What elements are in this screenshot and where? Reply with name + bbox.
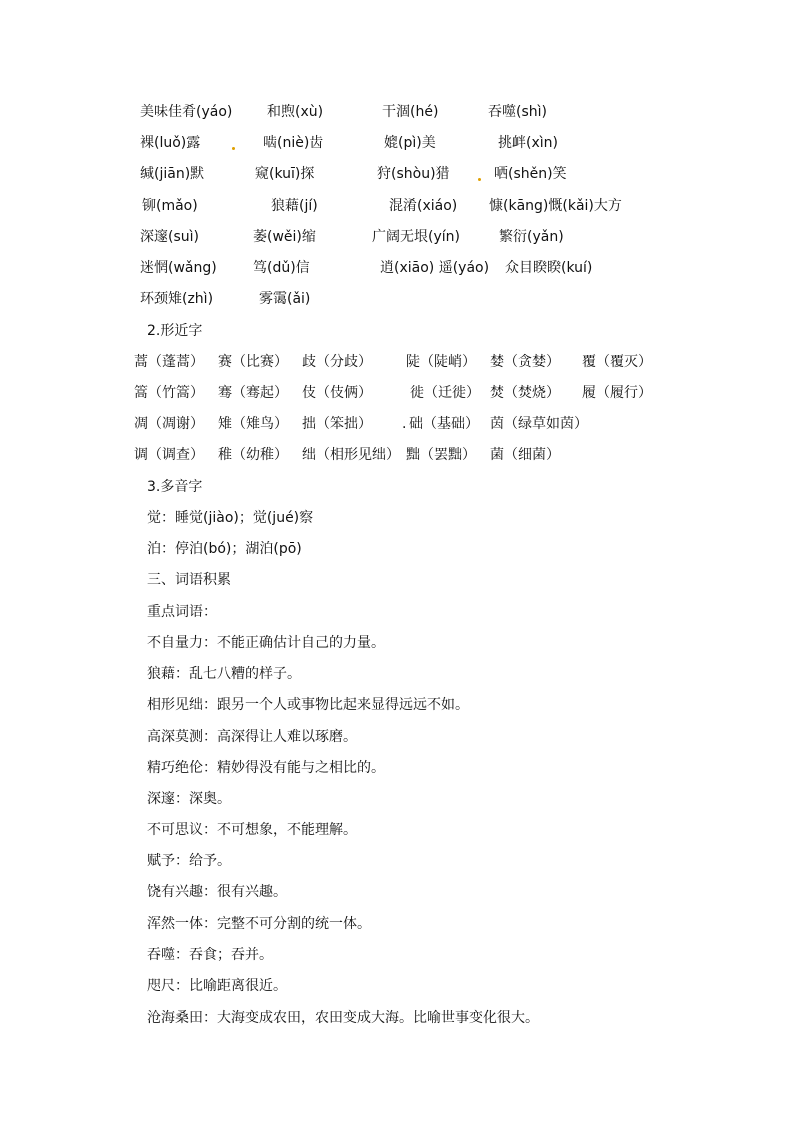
pinyin-item: 笃(dǔ)信	[253, 260, 310, 276]
xingjin-item: 拙（笨拙）	[302, 416, 372, 432]
definition-line: 高深莫测：高深得让人难以琢磨。	[147, 729, 357, 745]
xingjin-item: 徙（迁徙）	[410, 385, 480, 401]
xingjin-item: 赛（比赛）	[218, 354, 288, 370]
xingjin-row	[0, 414, 794, 434]
pinyin-item: 狼藉(jí)	[271, 198, 318, 214]
definition-line: 饶有兴趣：很有兴趣。	[147, 884, 287, 900]
xingjin-item: 黜（罢黜）	[406, 447, 476, 463]
xingjin-bullet: .	[402, 416, 407, 432]
xingjin-item: 础（基础）	[409, 416, 479, 432]
xingjin-item: 稚（幼稚）	[218, 447, 288, 463]
xingjin-item: 调（调查）	[134, 447, 204, 463]
definition-line: 赋予：给予。	[147, 853, 231, 869]
pinyin-row	[0, 133, 794, 153]
definition-line: 沧海桑田：大海变成农田，农田变成大海。比喻世事变化很大。	[147, 1010, 539, 1026]
pinyin-row	[0, 102, 794, 122]
xingjin-row	[0, 352, 794, 372]
pinyin-row	[0, 289, 794, 309]
xingjin-item: 凋（凋谢）	[134, 416, 204, 432]
pinyin-item: 深邃(suì)	[140, 229, 199, 245]
zhongdian-label: 重点词语：	[147, 604, 217, 620]
definition-line: 精巧绝伦：精妙得没有能与之相比的。	[147, 760, 385, 776]
xingjin-item: 伎（伎俩）	[302, 385, 372, 401]
pinyin-item: 挑衅(xìn)	[498, 135, 558, 151]
pinyin-item: 繁衍(yǎn)	[499, 229, 564, 245]
pinyin-item: 裸(luǒ)露	[140, 135, 201, 151]
pinyin-item: 众目睽睽(kuí)	[505, 260, 593, 276]
section-heading-duoyin: 3.多音字	[147, 479, 203, 495]
pinyin-item: 美味佳肴(yáo)	[140, 104, 233, 120]
duoyin-line: 觉：睡觉(jiào)；觉(jué)察	[147, 510, 314, 526]
pinyin-item: 媲(pì)美	[384, 135, 436, 151]
pinyin-item: 环颈雉(zhì)	[140, 291, 214, 307]
definition-line: 吞噬：吞食；吞并。	[147, 947, 273, 963]
decorative-dot	[478, 178, 481, 181]
definition-line: 深邃：深奥。	[147, 791, 231, 807]
pinyin-item: 迷惘(wǎng)	[140, 260, 217, 276]
definition-line: 浑然一体：完整不可分割的统一体。	[147, 916, 371, 932]
duoyin-line: 泊：停泊(bó)；湖泊(pō)	[147, 541, 302, 557]
decorative-dot	[232, 147, 235, 150]
pinyin-item: 逍(xiāo) 遥(yáo)	[380, 260, 490, 276]
xingjin-item: 雉（雉鸟）	[218, 416, 288, 432]
xingjin-item: 骞（骞起）	[218, 385, 288, 401]
pinyin-item: 萎(wěi)缩	[253, 229, 316, 245]
xingjin-item: 茵（绿草如茵）	[490, 416, 588, 432]
xingjin-item: 绌（相形见绌）	[302, 447, 400, 463]
definition-line: 不可思议：不可想象，不能理解。	[147, 822, 357, 838]
definition-line: 不自量力：不能正确估计自己的力量。	[147, 635, 385, 651]
xingjin-item: 焚（焚烧）	[490, 385, 560, 401]
pinyin-item: 窥(kuī)探	[255, 166, 315, 182]
section-heading-xingjin: 2.形近字	[147, 323, 203, 339]
definition-line: 咫尺：比喻距离很近。	[147, 978, 287, 994]
xingjin-item: 陡（陡峭）	[406, 354, 476, 370]
definition-line: 相形见绌：跟另一个人或事物比起来显得远远不如。	[147, 697, 469, 713]
pinyin-item: 慷(kāng)慨(kǎi)大方	[489, 198, 622, 214]
pinyin-row	[0, 227, 794, 247]
xingjin-item: 覆（覆灭）	[582, 354, 652, 370]
pinyin-item: 哂(shěn)笑	[494, 166, 567, 182]
pinyin-item: 混淆(xiáo)	[389, 198, 458, 214]
section-heading-ciyu: 三、词语积累	[147, 572, 231, 588]
pinyin-item: 雾霭(ǎi)	[259, 291, 311, 307]
definition-line: 狼藉：乱七八糟的样子。	[147, 666, 301, 682]
pinyin-item: 干涸(hé)	[382, 104, 439, 120]
pinyin-row	[0, 258, 794, 278]
pinyin-item: 铆(mǎo)	[142, 198, 198, 214]
xingjin-item: 歧（分歧）	[302, 354, 372, 370]
pinyin-item: 缄(jiān)默	[140, 166, 205, 182]
xingjin-item: 篙（竹篙）	[134, 385, 204, 401]
xingjin-item: 婪（贪婪）	[490, 354, 560, 370]
xingjin-row	[0, 445, 794, 465]
xingjin-row	[0, 383, 794, 403]
pinyin-item: 和煦(xù)	[267, 104, 324, 120]
pinyin-item: 啮(niè)齿	[263, 135, 324, 151]
xingjin-item: 菌（细菌）	[490, 447, 560, 463]
xingjin-item: 蒿（蓬蒿）	[134, 354, 204, 370]
pinyin-row	[0, 164, 794, 184]
xingjin-item: 履（履行）	[582, 385, 652, 401]
pinyin-row	[0, 196, 794, 216]
pinyin-item: 吞噬(shì)	[488, 104, 547, 120]
pinyin-item: 狩(shòu)猎	[377, 166, 450, 182]
pinyin-item: 广阔无垠(yín)	[372, 229, 460, 245]
